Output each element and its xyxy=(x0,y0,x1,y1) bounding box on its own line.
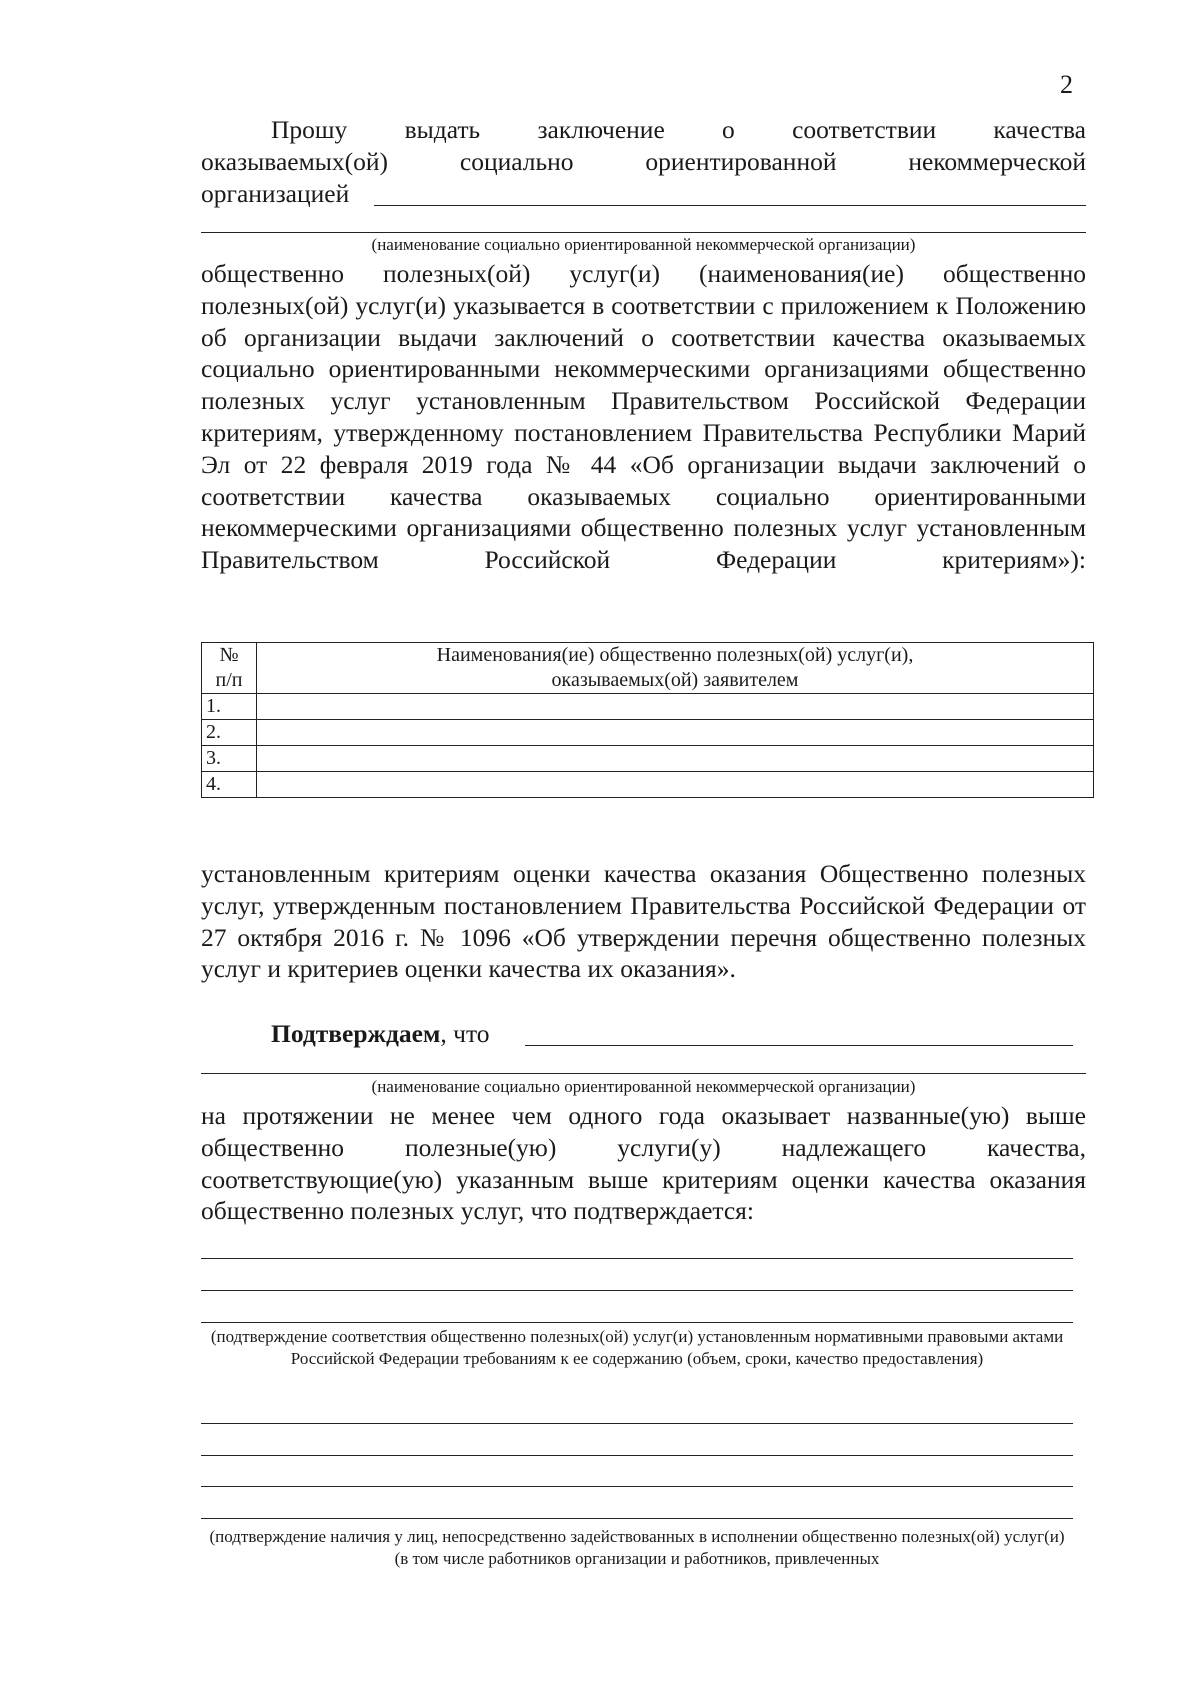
blank-line[interactable] xyxy=(201,1423,1073,1424)
blank-line[interactable] xyxy=(201,1486,1073,1487)
request-line-2 xyxy=(201,146,1086,178)
row-number: 4. xyxy=(202,772,257,798)
request-word: о xyxy=(722,115,735,144)
confirm-caption-1: (подтверждение соответствия общественно полезных(ой) услуг(и) установленным нормативными правовыми актами Российской Федерации требованиям к ее содержанию (объем, сроки, качество предоставления) xyxy=(210,1327,1064,1368)
request-word: социально xyxy=(459,147,574,176)
blank-line[interactable] xyxy=(201,1518,1073,1519)
org-name-field-line-2[interactable] xyxy=(201,232,1086,233)
confirm-bold: Подтверждаем xyxy=(271,1019,441,1048)
table-row xyxy=(202,694,1094,720)
org-name-field[interactable] xyxy=(374,205,1086,206)
col-num-header-line: п/п xyxy=(215,669,243,691)
table-row xyxy=(202,772,1094,798)
org-name-caption: (наименование социально ориентированной некоммерческой организации) xyxy=(371,235,916,254)
duration-paragraph: на протяжении не менее чем одного года оказывает названные(ую) выше общественно полезные(ую) услуги(у) надлежащего качества, соответствующие(ую) указанным выше критериям оценки качества оказания общественно полезных услуг, что подтверждается: xyxy=(201,1101,1086,1226)
row-number: 1. xyxy=(202,694,257,720)
col-name-header-line: Наименования(ие) общественно полезных(ой) услуг(и), xyxy=(436,644,914,666)
table-header-row xyxy=(202,643,1094,694)
col-name-header-line: оказываемых(ой) заявителем xyxy=(551,669,799,691)
service-name-cell[interactable] xyxy=(257,746,1094,772)
service-name-cell[interactable] xyxy=(257,694,1094,720)
table-row xyxy=(202,720,1094,746)
services-table xyxy=(201,642,1094,798)
service-name-cell[interactable] xyxy=(257,720,1094,746)
row-number: 2. xyxy=(202,720,257,746)
request-word: некоммерческой xyxy=(908,147,1086,176)
confirm-org-field[interactable] xyxy=(525,1045,1073,1046)
blank-line[interactable] xyxy=(201,1290,1073,1291)
table-row xyxy=(202,746,1094,772)
confirm-caption-2: (подтверждение наличия у лиц, непосредственно задействованных в исполнении общественно полезных(ой) услуг(и) (в том числе работников организации и работников, привлеченных xyxy=(209,1527,1065,1568)
request-word: заключение xyxy=(537,115,665,144)
request-word: организацией xyxy=(201,179,350,208)
confirm-org-caption: (наименование социально ориентированной некоммерческой организации) xyxy=(371,1077,916,1096)
confirm-org-field-line-2[interactable] xyxy=(201,1073,1086,1074)
request-word: оказываемых(ой) xyxy=(201,147,389,176)
confirm-rest: , что xyxy=(440,1019,490,1048)
col-num-header xyxy=(202,643,257,694)
request-line-1 xyxy=(201,114,1086,146)
page-number: 2 xyxy=(1060,70,1073,99)
request-word: Прошу xyxy=(271,115,348,144)
row-number: 3. xyxy=(202,746,257,772)
service-name-cell[interactable] xyxy=(257,772,1094,798)
request-word: соответствии xyxy=(792,115,937,144)
blank-line[interactable] xyxy=(201,1322,1073,1323)
col-num-header-line: № xyxy=(219,644,239,666)
request-word: выдать xyxy=(404,115,481,144)
blank-line[interactable] xyxy=(201,1455,1073,1456)
request-word: ориентированной xyxy=(645,147,837,176)
services-paragraph: общественно полезных(ой) услуг(и) (наименования(ие) общественно полезных(ой) услуг(и) указывается в соответствии с приложением к Положению об организации выдачи заключений о соответствии качества оказываемых социально ориентированными некоммерческими организациями общественно полезных услуг установленным Правительством Российской Федерации критериям, утвержденному постановлением Правительства Республики Марий Эл от 22 февраля 2019 года № 44 «Об организации выдачи заключений о соответствии качества оказываемых социально ориентированными некоммерческими организациями общественно полезных услуг установленным Правительством Российской Федерации критериям»): xyxy=(201,259,1086,575)
blank-line[interactable] xyxy=(201,1258,1073,1259)
col-name-header xyxy=(257,643,1094,694)
request-word: качества xyxy=(993,115,1086,144)
criteria-paragraph: установленным критериям оценки качества оказания Общественно полезных услуг, утвержденным постановлением Правительства Российской Федерации от 27 октября 2016 г. № 1096 «Об утверждении перечня общественно полезных услуг и критериев оценки качества их оказания». xyxy=(201,859,1086,984)
